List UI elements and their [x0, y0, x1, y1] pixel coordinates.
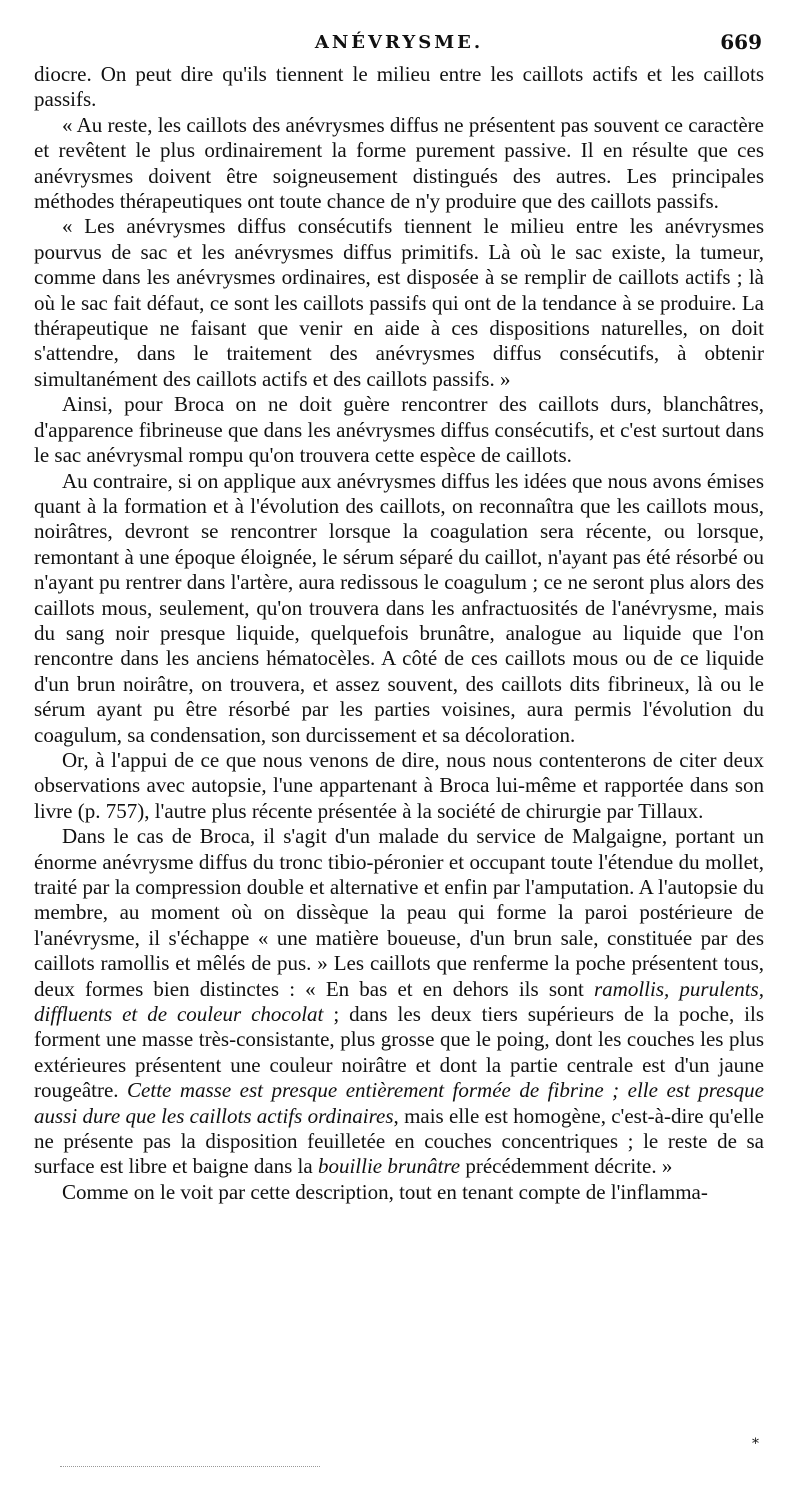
text-run: Au contraire, si on applique aux anévrysmes diffus les idées que nous avons émises quant à la formation et à l'évolution des caillots, on reconnaîtra que les caillots mous, noirâtres, devront se rencontrer lorsque la coagulation sera récente, ou lorsque, remontant à une époque éloignée, le sérum séparé du caillot, n'ayant pas été résorbé ou n'ayant pu rentrer dans l'artère, aura redissous le coagulum ; ce ne seront plus alors des caillots mous, seulement, qu'on trouvera dans les anfractuosités de l'anévrysme, mais du sang noir presque liquide, quelquefois brunâtre, analogue au liquide que l'on rencontre dans les anciens hématocèles. A côté de ces caillots mous ou de ce liquide d'un brun noirâtre, on trouvera, et assez souvent, des caillots dits fibrineux, là ou le sérum ayant pu être résorbé par les parties voisines, aura permis l'évolution du coagulum, sa condensation, son durcissement et sa décoloration. [34, 468, 764, 747]
paragraph [34, 62, 764, 113]
paragraph [34, 1180, 764, 1205]
paragraph [34, 392, 764, 468]
text-run: , mais elle est homogène, c'est-à-dire qu'elle ne présente pas la disposition feuilletée en couches concentriques ; le reste de sa surface est libre et baigne dans la [34, 1103, 764, 1179]
text-run: Dans le cas de Broca, il s'agit d'un malade du service de Malgaigne, portant un énorme anévrysme diffus du tronc tibio-péronier et occupant toute l'étendue du mollet, traité par la compression double et alternative et enfin par l'amputation. A l'autopsie du membre, au moment où on dissèque la peau qui forme la paroi postérieure de l'anévrysme, il s'échappe « une matière boueuse, d'un brun sale, constituée par des caillots ramollis et mêlés de pus. » Les caillots que renferme la poche présentent tous, deux formes bien distinctes : « En bas et en dehors ils sont [34, 824, 764, 1001]
text-run: précédemment décrite. » [460, 1154, 673, 1179]
text-run: ; dans les deux tiers supérieurs de la poche, ils forment une masse très-consistante, plus grosse que le poing, dont les couches les plus extérieures présentent une couleur noirâtre et dont la partie centrale est d'un jaune rougeâtre. [34, 1002, 764, 1103]
paragraph [34, 748, 764, 824]
text-run: « Les anévrysmes diffus consécutifs tiennent le milieu entre les anévrysmes pourvus de sac et les anévrysmes diffus primitifs. Là où le sac existe, la tumeur, comme dans les anévrysmes ordinaires, est disposée à se remplir de caillots actifs ; là où le sac fait défaut, ce sont les caillots passifs qui ont de la tendance à se produire. La thérapeutique ne faisant que venir en aide à ces dispositions naturelles, on doit s'attendre, dans le traitement des anévrysmes diffus consécutifs, à obtenir simultanément des caillots actifs et des caillots passifs. » [34, 214, 764, 391]
text-run: Or, à l'appui de ce que nous venons de dire, nous nous contenterons de citer deux observations avec autopsie, l'une appartenant à Broca lui-même et rapportée dans son livre (p. 757), l'autre plus récente présentée à la société de chirurgie par Tillaux. [34, 747, 764, 823]
running-title: ANÉVRYSME. [314, 32, 484, 53]
paragraph [34, 214, 764, 392]
text-run: Comme on le voit par cette description, tout en tenant compte de l'inflamma- [62, 1179, 708, 1204]
text-run: « Au reste, les caillots des anévrysmes diffus ne présentent pas souvent ce caractère et revêtent le plus ordinairement la forme purement passive. Il en résulte que ces anévrysmes doivent être soigneusement distingués des autres. Les principales méthodes thérapeutiques ont toute chance de n'y produire que des caillots passifs. [34, 112, 764, 214]
footer-rule [60, 1466, 320, 1467]
text-run: Ainsi, pour Broca on ne doit guère rencontrer des caillots durs, blanchâtres, d'apparence fibrineuse que dans les anévrysmes diffus consécutifs, et c'est surtout dans le sac anévrysmal rompu qu'on trouvera cette espèce de caillots. [34, 392, 764, 468]
body-text [34, 62, 764, 1205]
paragraph [34, 824, 764, 1180]
page-number: 669 [720, 30, 762, 54]
footer-mark: * [752, 1436, 759, 1452]
italic-text: ramollis, purulents, diffluents et de couleur chocolat [34, 976, 764, 1027]
page-header [34, 28, 764, 62]
italic-text: bouillie brunâtre [317, 1154, 461, 1179]
italic-text: Cette masse est presque entièrement formée de fibrine ; elle est presque aussi dure que les caillots actifs ordinaires [34, 1078, 764, 1128]
paragraph [34, 469, 764, 748]
paragraph [34, 113, 764, 215]
text-run: diocre. On peut dire qu'ils tiennent le milieu entre les caillots actifs et les caillots passifs. [34, 62, 764, 112]
